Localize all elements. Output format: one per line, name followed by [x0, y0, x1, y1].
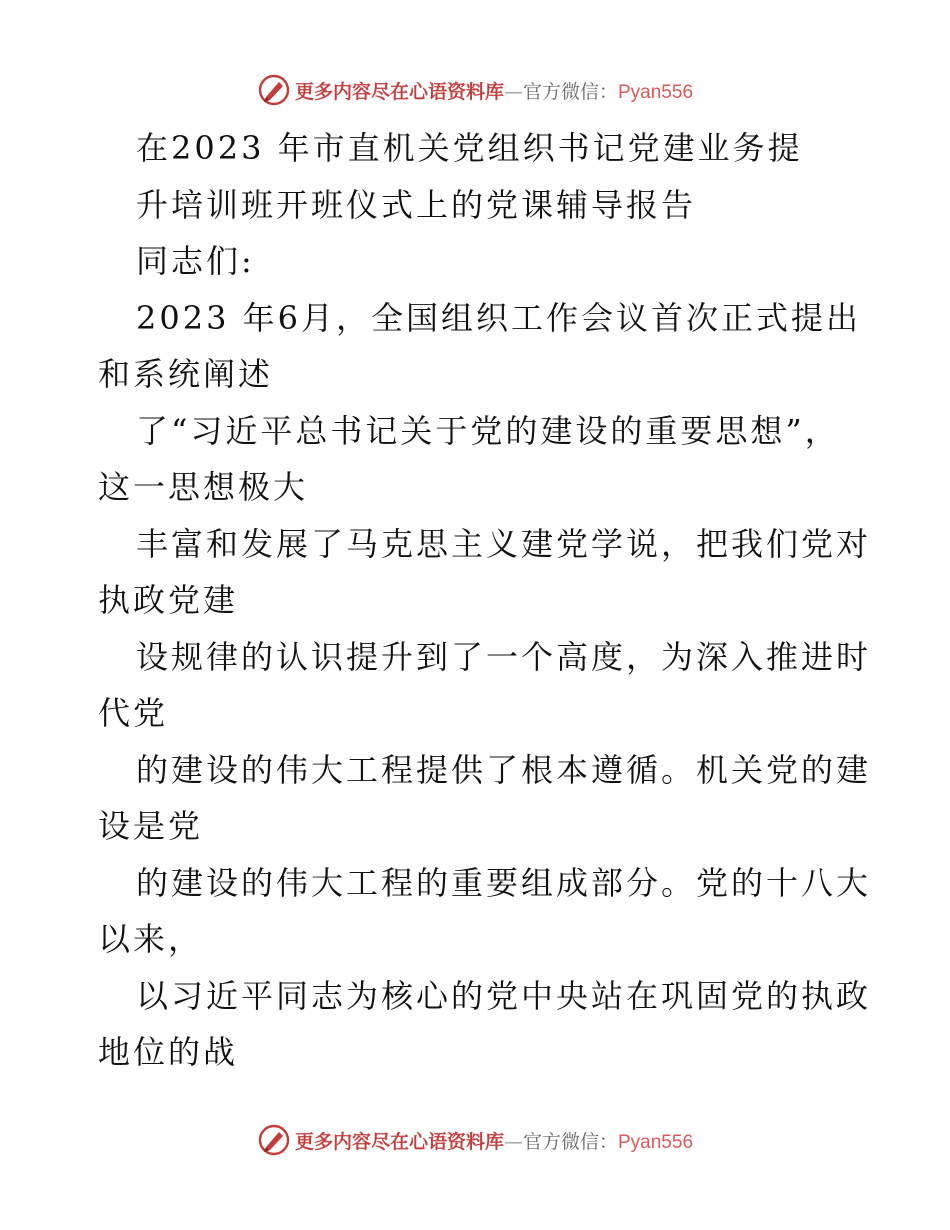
banner-wechat-label: 官方微信： — [522, 1130, 618, 1153]
banner-brand-text: 更多内容尽在心语资料库 — [294, 80, 504, 103]
document-line: 了“习近平总书记关于党的建设的重要思想”， — [136, 411, 840, 450]
document-line: 升培训班开班仪式上的党课辅导报告 — [136, 185, 697, 224]
pen-logo-icon — [257, 1123, 291, 1157]
document-line: 的建设的伟大工程提供了根本遵循。机关党的建 — [136, 750, 872, 789]
document-line: 以习近平同志为核心的党中央站在巩固党的执政 — [136, 976, 872, 1015]
document-line: 设规律的认识提升到了一个高度，为深入推进时 — [136, 637, 872, 676]
document-line: 代党 — [98, 694, 169, 732]
header-watermark-banner — [0, 70, 950, 110]
document-line: 2023 年6月，全国组织工作会议首次正式提出 — [136, 298, 861, 337]
document-line: 执政党建 — [98, 581, 239, 619]
document-line: 的建设的伟大工程的重要组成部分。党的十八大 — [136, 863, 872, 902]
document-line: 设是党 — [98, 807, 204, 845]
document-line: 丰富和发展了马克思主义建党学说，把我们党对 — [136, 524, 872, 563]
document-line: 地位的战 — [98, 1033, 239, 1071]
document-line: 同志们: — [136, 242, 255, 280]
document-line: 这一思想极大 — [98, 468, 309, 506]
document-line: 以来， — [98, 920, 204, 958]
document-line: 在2023 年市直机关党组织书记党建业务提 — [136, 129, 803, 167]
banner-wechat-id: Pyan556 — [618, 1131, 694, 1153]
banner-separator: — — [503, 1130, 523, 1153]
pen-logo-icon — [257, 73, 291, 107]
document-body — [98, 120, 872, 1081]
banner-brand-text: 更多内容尽在心语资料库 — [294, 1130, 504, 1153]
footer-watermark-banner — [0, 1120, 950, 1160]
banner-wechat-id: Pyan556 — [618, 81, 694, 103]
document-line: 和系统阐述 — [98, 355, 274, 393]
banner-separator: — — [503, 80, 523, 103]
banner-wechat-label: 官方微信： — [522, 80, 618, 103]
